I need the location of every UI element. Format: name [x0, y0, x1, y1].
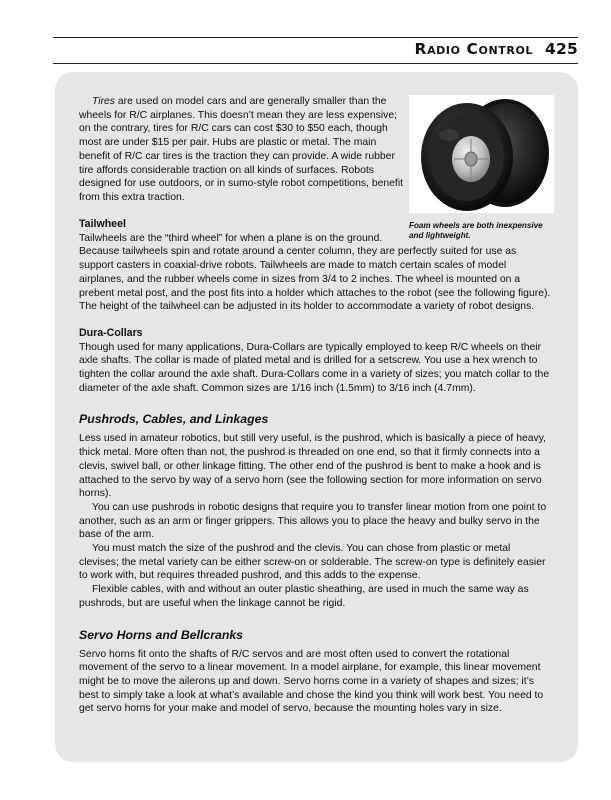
- tires-text: are used on model cars and are generally smaller than the wheels for R/C airplanes. This doesn’t mean they are less expensive; on the contrary, tires for R/C cars can cost $30 to $50 each, though most are under $15 per pair. Hubs are plastic or metal. The main benefit of R/C car tires is the traction they can provide. A wide rubber tire affords considerable traction on all kinds of surfaces. Robots designed for use outdoors, or in sumo-style robot competitions, benefit from this extra traction.: [79, 96, 404, 203]
- dura-collars-heading: Dura-Collars: [79, 326, 143, 339]
- pushrods-paragraph-3: You must match the size of the pushrod and the clevis. You can chose from plastic or metal clevises; the metal variety can be either screw-on or solderable. The screw-on type is definitely easier to work with, but requires threaded pushrod, and this adds to the expense.: [79, 543, 546, 582]
- page-number: 425: [545, 40, 578, 58]
- running-head: [53, 40, 578, 62]
- figure-caption: Foam wheels are both inexpensive and lightweight.: [409, 221, 543, 241]
- servo-horns-paragraph: Servo horns fit onto the shafts of R/C servos and are most often used to convert the rotational movement of the servo to a linear movement. In a model airplane, for example, this linear movement might be to move the ailerons up and down. Servo horns come in a variety of shapes and sizes; it’s best to simply take a look at what’s available and chose the kind you think will work best. You need to get servo horns for your make and model of servo, because the mounting holes vary in size.: [79, 648, 544, 715]
- foam-wheels-illustration: [409, 95, 554, 213]
- main-text: [79, 218, 553, 716]
- pushrods-paragraph-1: Less used in amateur robotics, but still very useful, is the pushrod, which is basically a piece of heavy, thick metal. More often than not, the pushrod is threaded on one end, so that it firmly connects into a clevis, swivel ball, or other linkage fitting. The other end of the pushrod is bent to make a hook and is attached to the servo by way of a servo horn (see the following section for more information on servo horns).: [79, 433, 547, 500]
- pushrods-heading: Pushrods, Cables, and Linkages: [79, 412, 269, 427]
- header-rule-bottom: [53, 63, 578, 64]
- tailwheel-heading: Tailwheel: [79, 218, 126, 230]
- pushrods-paragraph-4: Flexible cables, with and without an outer plastic sheathing, are used in much the same way as pushrods, but are useful when the linkage cannot be rigid.: [79, 584, 529, 609]
- dura-collars-paragraph: Though used for many applications, Dura-Collars are typically employed to keep R/C wheels on their axle shafts. The collar is made of plated metal and is drilled for a setscrew. You use a hex wrench to tighten the collar around the axle shaft. Dura-Collars come in a variety of sizes; you match collar to the diameter of the axle shaft. Common sizes are 1/16 inch (1.5mm) to 3/16 inch (4.7mm).: [79, 341, 550, 394]
- foam-wheels-photo: [409, 95, 554, 213]
- section-title: Radio Control: [414, 40, 534, 58]
- tires-lead-word: Tires: [92, 96, 115, 107]
- tailwheel-paragraph: Tailwheels are the “third wheel” for when a plane is on the ground. Because tailwheels spin and rotate around a center column, they are perfectly suited for use as support casters in coaxial-drive robots. Tailwheels are made to match certain scales of model airplanes, and the rubber wheels come in sizes from 3/4 to 2 inches. The wheel is mounted on a prebent metal post, and the post fits into a holder which attaches to the robot (see the following figure). The height of the tailwheel can be adjusted in its holder to accommodate a variety of robot designs.: [79, 232, 551, 313]
- tires-paragraph: [79, 95, 405, 205]
- pushrods-paragraph-2: You can use pushrods in robotic designs that require you to transfer linear motion from one point to another, such as an arm or finger grippers. This allows you to place the heavy and bulky servo in the base of the arm.: [79, 501, 547, 541]
- servo-horns-heading: Servo Horns and Bellcranks: [79, 627, 244, 642]
- header-rule-top: [53, 37, 578, 38]
